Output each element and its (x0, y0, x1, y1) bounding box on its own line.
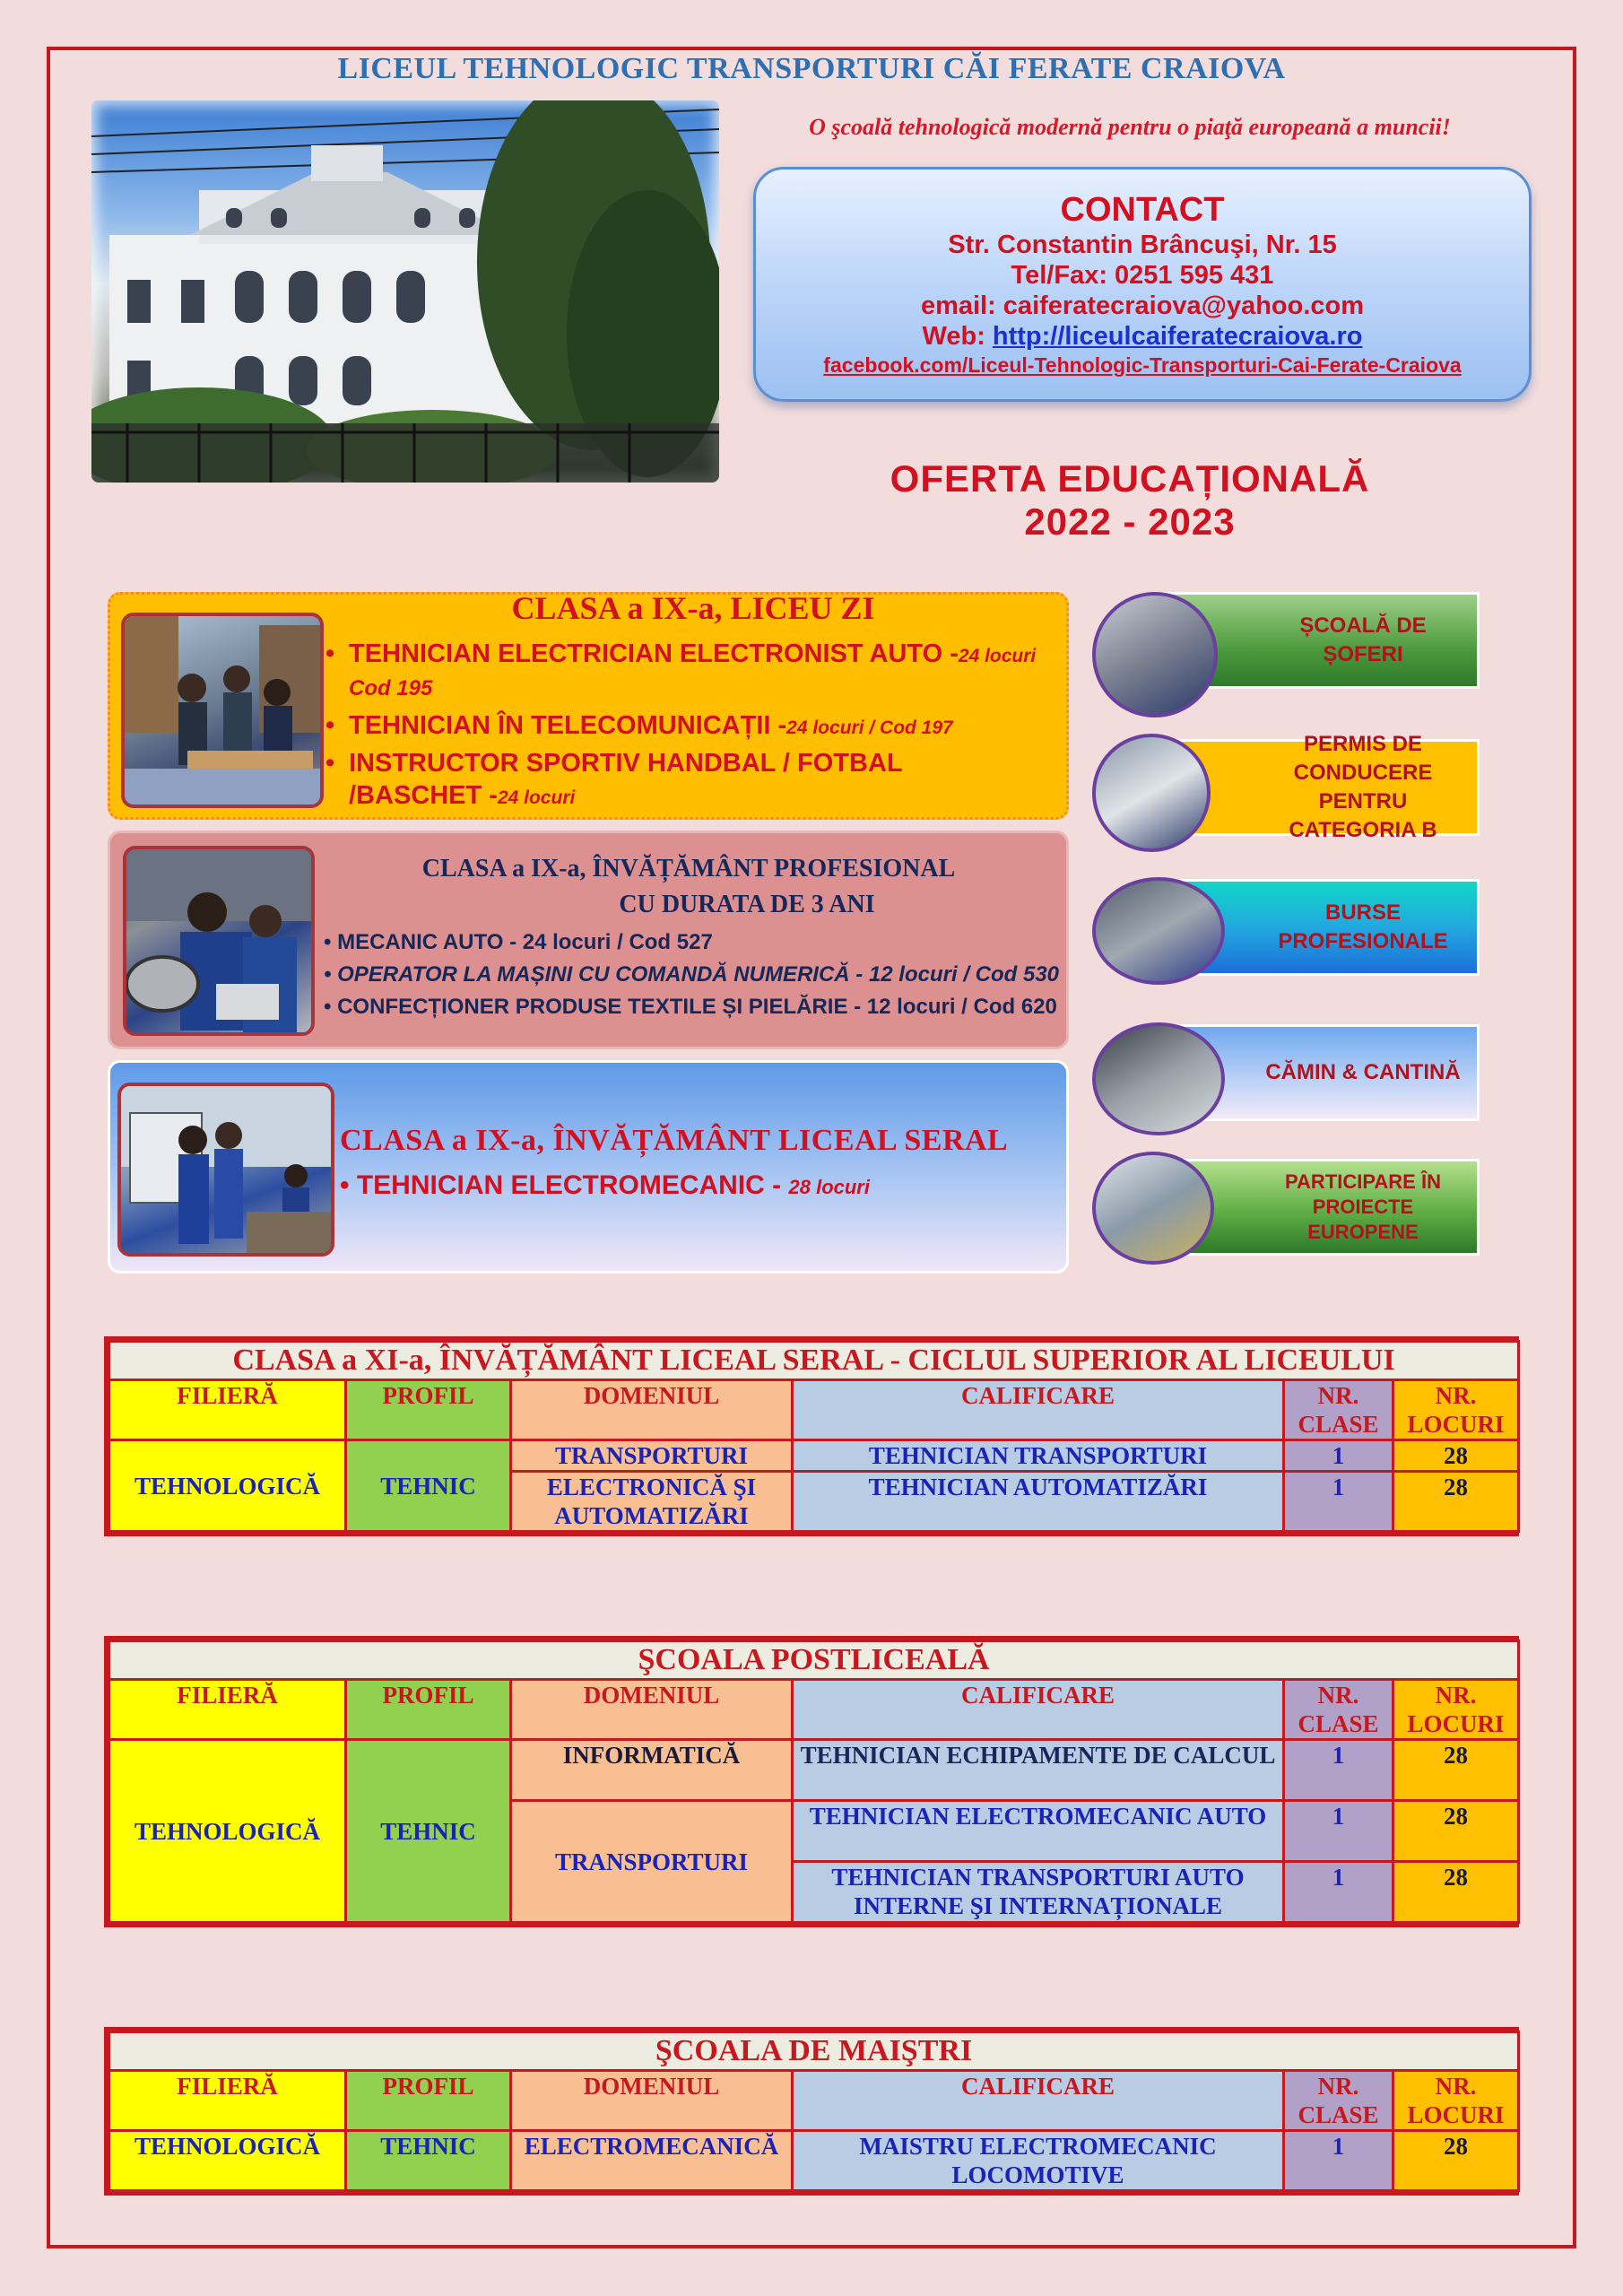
program-liceu-zi-photo (121, 613, 324, 808)
cell-calificare: TEHNICIAN ELECTROMECANIC AUTO (793, 1801, 1284, 1862)
col-header-nr-clase: NR. CLASE (1284, 1380, 1393, 1440)
cell-nr-locuri: 28 (1393, 1862, 1519, 1923)
service-permis-conducere[interactable]: PERMIS DE CONDUCERE PENTRU CATEGORIA B (1157, 739, 1480, 836)
offer-title (807, 457, 1453, 544)
cell-profil: TEHNIC (346, 1740, 511, 1923)
service-permis-conducere-photo (1092, 734, 1211, 852)
service-proiecte-europene[interactable]: PARTICIPARE ÎN PROIECTE EUROPENE (1157, 1159, 1480, 1256)
contact-phone: Tel/Fax: 0251 595 431 (1011, 261, 1274, 290)
col-header-nr-clase: NR. CLASE (1284, 1680, 1393, 1740)
cell-nr-locuri: 28 (1393, 1440, 1519, 1472)
cell-profil: TEHNIC (346, 2131, 511, 2191)
contact-address: Str. Constantin Brâncuşi, Nr. 15 (948, 230, 1337, 259)
program-liceu-zi-item-3: • INSTRUCTOR SPORTIV HANDBAL / FOTBAL /BASCHET -24 locuri (325, 749, 903, 810)
contact-web-link[interactable]: http://liceulcaiferatecraiova.ro (992, 322, 1363, 351)
col-header-nr-locuri: NR. LOCURI (1393, 1680, 1519, 1740)
service-camin-cantina-photo (1092, 1022, 1225, 1135)
col-header-domeniul: DOMENIUL (511, 2071, 793, 2131)
cell-calificare: TEHNICIAN AUTOMATIZĂRI (793, 1472, 1284, 1532)
service-camin-cantina[interactable]: CĂMIN & CANTINĂ (1157, 1024, 1480, 1121)
cell-profil: TEHNIC (346, 1440, 511, 1532)
col-header-domeniul: DOMENIUL (511, 1680, 793, 1740)
cell-nr-clase: 1 (1284, 1740, 1393, 1801)
cell-nr-clase: 1 (1284, 2131, 1393, 2191)
program-liceu-zi (108, 592, 1069, 820)
cell-domeniul: ELECTRONICĂ ŞI AUTOMATIZĂRI (511, 1472, 793, 1532)
program-liceu-zi-item-2: • TEHNICIAN ÎN TELECOMUNICAȚII -24 locuri / Cod 197 (325, 711, 953, 740)
col-header-filiera: FILIERĂ (109, 1380, 346, 1440)
service-burse-profesionale[interactable]: BURSE PROFESIONALE (1157, 879, 1480, 976)
cell-domeniul: TRANSPORTURI (511, 1801, 793, 1923)
col-header-profil: PROFIL (346, 2071, 511, 2131)
cell-calificare: TEHNICIAN TRANSPORTURI AUTO INTERNE ŞI INTERNAȚIONALE (793, 1862, 1284, 1923)
contact-facebook-link[interactable]: facebook.com/Liceul-Tehnologic-Transporturi-Cai-Ferate-Craiova (823, 353, 1462, 377)
table-title: ŞCOALA POSTLICEALĂ (109, 1641, 1519, 1680)
table-row (109, 2131, 1519, 2191)
contact-web-label: Web: (922, 322, 993, 351)
program-liceal-seral-photo (117, 1083, 334, 1257)
program-profesional (108, 831, 1069, 1049)
col-header-calificare: CALIFICARE (793, 1380, 1284, 1440)
program-profesional-item-1: • MECANIC AUTO - 24 locuri / Cod 527 (324, 930, 713, 954)
col-header-profil: PROFIL (346, 1380, 511, 1440)
program-profesional-photo (123, 846, 315, 1036)
table-title: ŞCOALA DE MAIŞTRI (109, 2032, 1519, 2071)
contact-box (753, 167, 1532, 402)
col-header-filiera: FILIERĂ (109, 1680, 346, 1740)
service-burse-profesionale-photo (1092, 877, 1225, 985)
cell-nr-clase: 1 (1284, 1440, 1393, 1472)
table-title: CLASA a XI-a, ÎNVĂȚĂMÂNT LICEAL SERAL - CICLUL SUPERIOR AL LICEULUI (109, 1342, 1519, 1380)
program-liceal-seral-heading: CLASA a IX-a, ÎNVĂȚĂMÂNT LICEAL SERAL (340, 1124, 1009, 1157)
contact-email[interactable]: email: caiferatecraiova@yahoo.com (920, 291, 1365, 320)
program-profesional-heading-duration: CU DURATA DE 3 ANI (619, 891, 875, 918)
cell-nr-clase: 1 (1284, 1472, 1393, 1532)
cell-domeniul: INFORMATICĂ (511, 1740, 793, 1801)
col-header-nr-locuri: NR. LOCURI (1393, 1380, 1519, 1440)
school-title: LICEUL TEHNOLOGIC TRANSPORTURI CĂI FERATE CRAIOVA (337, 52, 1286, 85)
cell-nr-locuri: 28 (1393, 2131, 1519, 2191)
program-profesional-heading: CLASA a IX-a, ÎNVĂȚĂMÂNT PROFESIONAL (421, 855, 956, 883)
program-liceu-zi-heading: CLASA a IX-a, LICEU ZI (511, 590, 875, 626)
col-header-domeniul: DOMENIUL (511, 1380, 793, 1440)
table-scoala-maistri (104, 2027, 1519, 2196)
offer-title-line1: OFERTA EDUCAȚIONALĂ (890, 457, 1370, 500)
table-row (109, 1440, 1519, 1472)
cell-calificare: TEHNICIAN TRANSPORTURI (793, 1440, 1284, 1472)
cell-calificare: MAISTRU ELECTROMECANIC LOCOMOTIVE (793, 2131, 1284, 2191)
school-slogan: O şcoală tehnologică modernă pentru o piaţă europeană a muncii! (809, 114, 1451, 140)
cell-nr-locuri: 28 (1393, 1801, 1519, 1862)
cell-domeniul: TRANSPORTURI (511, 1440, 793, 1472)
contact-title: CONTACT (1060, 191, 1225, 229)
col-header-filiera: FILIERĂ (109, 2071, 346, 2131)
program-liceu-zi-item-1: • TEHNICIAN ELECTRICIAN ELECTRONIST AUTO -24 locuri Cod 195 (325, 639, 1037, 700)
col-header-calificare: CALIFICARE (793, 1680, 1284, 1740)
cell-filiera: TEHNOLOGICĂ (109, 1740, 346, 1923)
program-liceal-seral (108, 1060, 1069, 1274)
school-building-photo (91, 100, 719, 483)
cell-nr-locuri: 28 (1393, 1740, 1519, 1801)
cell-nr-clase: 1 (1284, 1801, 1393, 1862)
program-profesional-item-2: • OPERATOR LA MAȘINI CU COMANDĂ NUMERICĂ - 12 locuri / Cod 530 (324, 962, 1060, 987)
cell-filiera: TEHNOLOGICĂ (109, 2131, 346, 2191)
col-header-nr-clase: NR. CLASE (1284, 2071, 1393, 2131)
table-row (109, 1740, 1519, 1801)
col-header-nr-locuri: NR. LOCURI (1393, 2071, 1519, 2131)
building-illustration (91, 100, 719, 483)
service-proiecte-europene-photo (1092, 1152, 1214, 1265)
service-scoala-soferi[interactable]: ȘCOALĂ DE ȘOFERI (1157, 592, 1480, 689)
col-header-profil: PROFIL (346, 1680, 511, 1740)
cell-filiera: TEHNOLOGICĂ (109, 1440, 346, 1532)
cell-domeniul: ELECTROMECANICĂ (511, 2131, 793, 2191)
contact-web (756, 321, 1529, 352)
table-scoala-postliceala (104, 1636, 1519, 1927)
program-liceal-seral-item: • TEHNICIAN ELECTROMECANIC - 28 locuri (340, 1170, 870, 1200)
cell-nr-locuri: 28 (1393, 1472, 1519, 1532)
program-profesional-item-3: • CONFECȚIONER PRODUSE TEXTILE ȘI PIELĂRIE - 12 locuri / Cod 620 (324, 995, 1057, 1019)
cell-calificare: TEHNICIAN ECHIPAMENTE DE CALCUL (793, 1740, 1284, 1801)
col-header-calificare: CALIFICARE (793, 2071, 1284, 2131)
cell-nr-clase: 1 (1284, 1862, 1393, 1923)
service-scoala-soferi-photo (1092, 592, 1218, 718)
table-liceal-seral-xi (104, 1336, 1519, 1536)
offer-title-year: 2022 - 2023 (1024, 500, 1236, 543)
